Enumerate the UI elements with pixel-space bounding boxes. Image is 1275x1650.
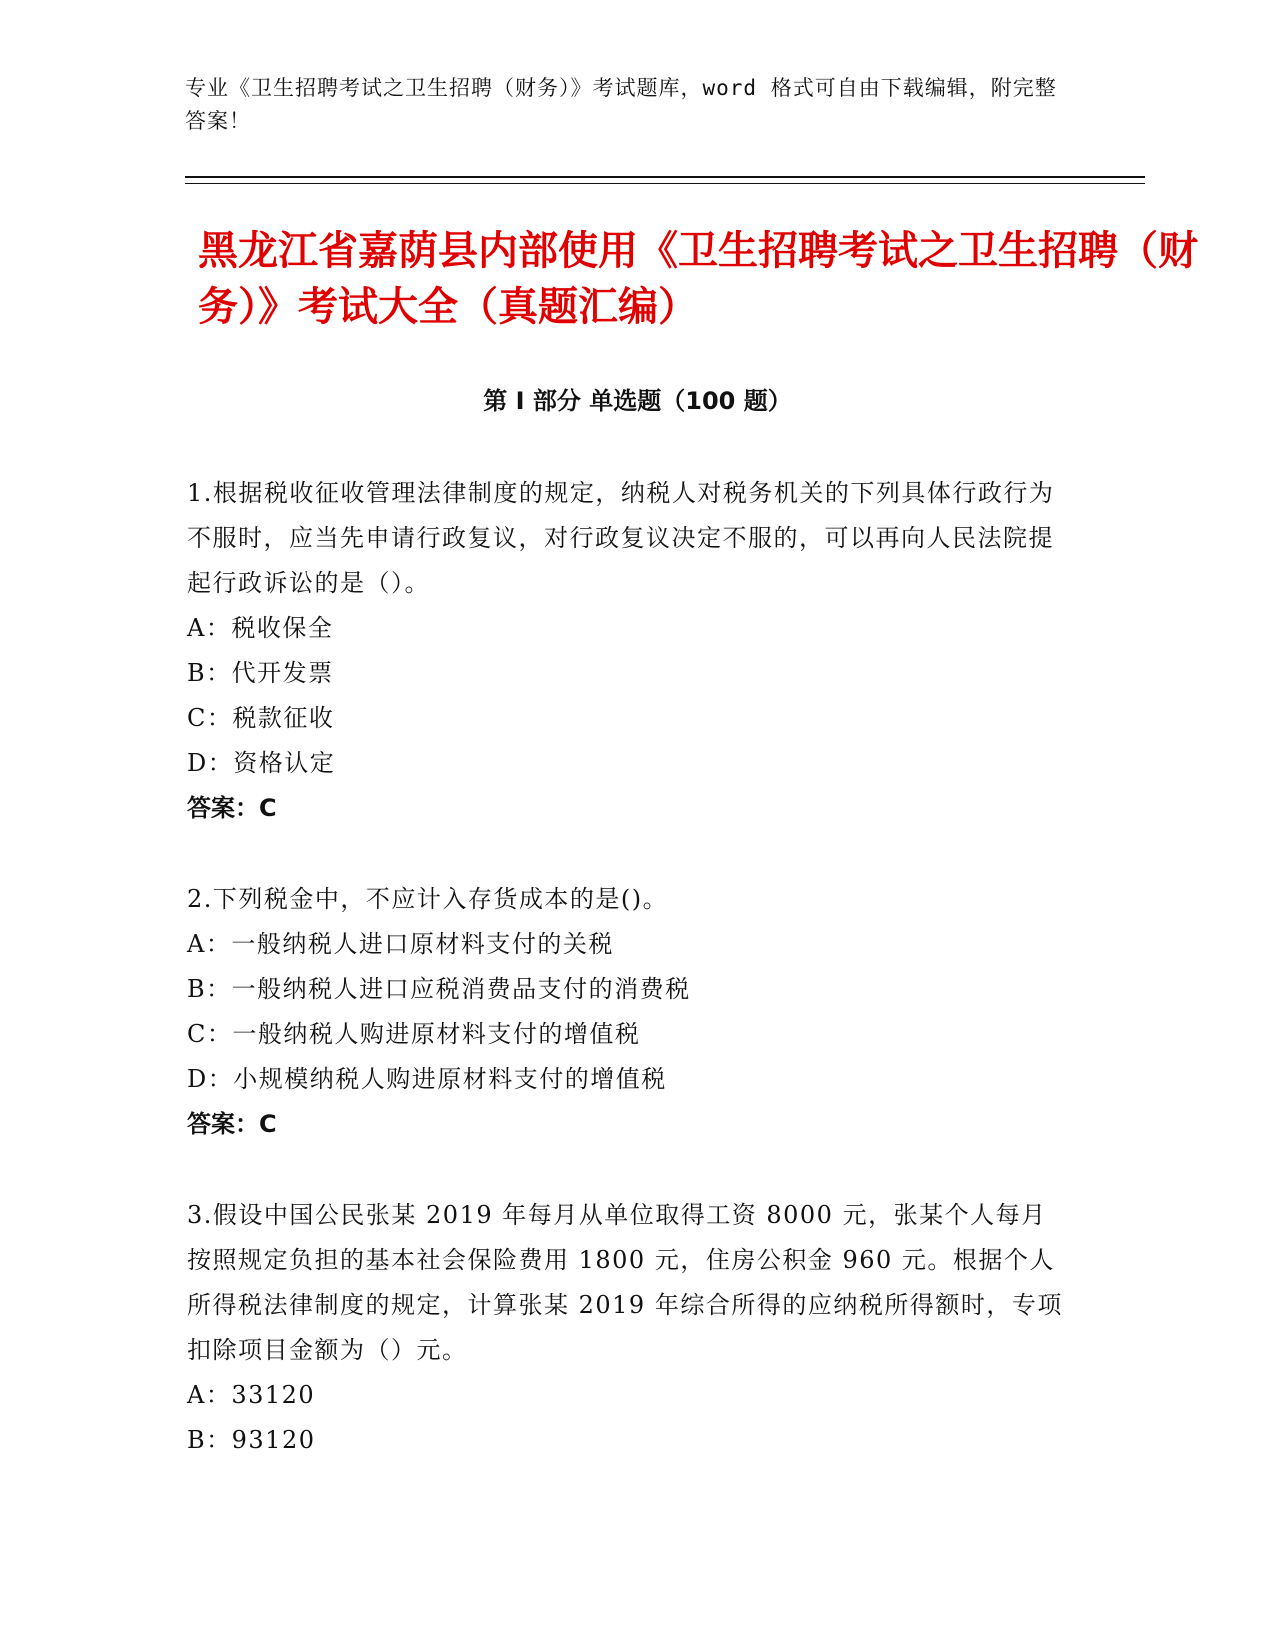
answer: 答案：C (187, 794, 277, 822)
option-a: A：33120 (187, 1381, 316, 1409)
option-a: A：一般纳税人进口原材料支付的关税 (187, 930, 614, 958)
question-3 (187, 1193, 1067, 1463)
option-c: C：一般纳税人购进原材料支付的增值税 (187, 1020, 641, 1048)
header-divider-thick (185, 176, 1145, 178)
header-divider-thin (185, 183, 1145, 184)
option-b: B：代开发票 (187, 659, 334, 687)
question-stem: 3.假设中国公民张某 2019 年每月从单位取得工资 8000 元，张某个人每月按照规定负担的基本社会保险费用 1800 元，住房公积金 960 元。根据个人所得税法律制度的规定，计算张某 2019 年综合所得的应纳税所得额时，专项扣除项目金额为（）元。 (187, 1201, 1063, 1364)
question-stem: 1.根据税收征收管理法律制度的规定，纳税人对税务机关的下列具体行政行为不服时，应当先申请行政复议，对行政复议决定不服的，可以再向人民法院提起行政诉讼的是（）。 (187, 479, 1055, 597)
option-c: C：税款征收 (187, 704, 335, 732)
question-2 (187, 877, 1067, 1147)
document-title: 黑龙江省嘉荫县内部使用《卫生招聘考试之卫生招聘（财务）》考试大全（真题汇编） (198, 228, 1198, 330)
option-b: B：93120 (187, 1426, 316, 1454)
option-b: B：一般纳税人进口应税消费品支付的消费税 (187, 975, 691, 1003)
question-stem: 2.下列税金中，不应计入存货成本的是()。 (187, 885, 669, 913)
header-note: 专业《卫生招聘考试之卫生招聘（财务）》考试题库，word 格式可自由下载编辑，附完整答案！ (185, 76, 1057, 133)
option-d: D：资格认定 (187, 749, 336, 777)
option-a: A：税收保全 (187, 614, 334, 642)
question-list (187, 471, 1067, 1509)
section-heading: 第 I 部分 单选题（100 题） (483, 387, 792, 415)
question-1 (187, 471, 1067, 831)
option-d: D：小规模纳税人购进原材料支付的增值税 (187, 1065, 667, 1093)
answer: 答案：C (187, 1110, 277, 1138)
